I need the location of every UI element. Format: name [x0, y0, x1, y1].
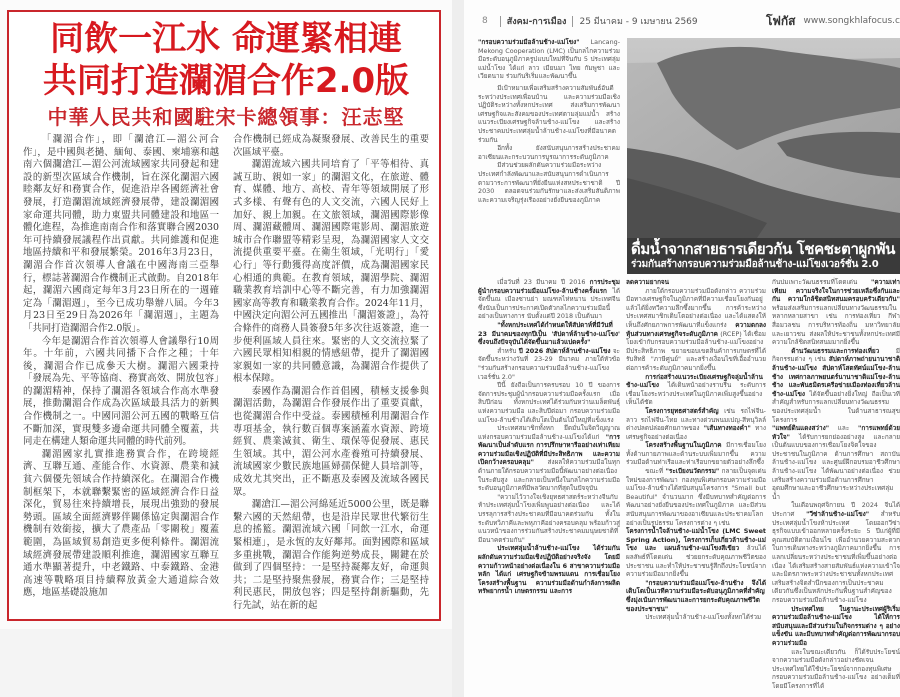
paragraph [772, 605, 900, 648]
text: ประเทศสมาชิกทั้งหก ยึดมั่นในจิตวิญญาณแห่งกรอบความร่วมมือล้านช้าง-แม่โขงได้แก่ [478, 424, 620, 441]
text: กันบ่มเพาะวัฒนธรรมที่โดดเด่น [772, 278, 871, 286]
text: สำหรับ [497, 347, 519, 355]
chinese-article-byline: 中華人民共和國駐宋卡總領事：汪志堅 [23, 104, 429, 130]
intro-paragraph: มีส่วนช่วยผลักดันความร่วมมือระหว่างประเทศกำลังพัฒนาและสนับสนุนการดำเนินการตามวาระการพัฒนาที่ยั่งยืนแห่งสหประชาชาติ ปี 2030 ตลอดจนร่วมกันรักษาและส่งเสริมสันติภาพและความเจริญรุ่งเรืองอย่างยั่งยืนของภูมิภาค [478, 161, 620, 204]
intro-paragraph [478, 38, 620, 81]
bold-text: ปี 2026 สัปดาห์ล้านช้าง-แม่โขง [519, 347, 611, 355]
bold-text: "การพัฒนาเป็นลำดับแรก การปรึกษาหารืออย่างเท่าเทียม ความร่วมมือเชิงปฏิบัติที่มีประสิทธิภาพ และความเปิดกว้างครอบคลุม" [478, 433, 620, 467]
text: เมื่อวันที่ 23 มีนาคม ปี 2016 [497, 278, 589, 286]
text: ทางเศรษฐกิจอย่างต่อเนื่อง [626, 424, 766, 441]
bold-text: โครงการน้ำใจล้านช้าง-แม่น้ำโขง (LMC Sweet Spring Action), โครงการเก็บเกี่ยวล้านช้าง-แม่โขง และ แผนล้านช้าง-แม่โขงสีเขียว [626, 527, 766, 552]
paragraph [478, 278, 620, 321]
paragraph: ปีนี้ ยังถือเป็นการครบรอบ 10 ปี ของการจัดการประชุมผู้นำกรอบความร่วมมือครั้งแรก เมื่อสิบปีก่อน ทั้งหกประเทศได้ร่วมกันหว่านเมล็ดพันธุ์แห่งความร่วมมือ และสิบปีต่อมา กรอบความร่วมมือแม่โขง-ล้านช้างได้เติบโตเป็นต้นไม้ใหญ่ที่แข็งแรง [478, 381, 620, 424]
bold-text: "แพทย์ดินแดงสว่าง" [772, 424, 829, 432]
bold-lead: "กรอบความร่วมมือล้านช้าง-แม่โขง" [478, 38, 580, 46]
text: ในเดือนพฤศจิกายน ปี 2024 จีนได้ประกาศ [772, 501, 900, 518]
issue-date: 25 มีนาคม - 9 เมษายน 2569 [579, 14, 697, 28]
page-gutter [452, 0, 464, 697]
bold-text: "ระเบียงนวัตกรรม" [666, 467, 720, 475]
page-number: 8 [482, 16, 488, 26]
headline-band [627, 238, 900, 274]
bold-text: สัปดาห์ภาพถ่ายนานาชาติล้านช้าง-แม่โขง สัปดาห์โสตทัศน์แม่โขง-ล้านช้าง เทศกาลภาพยนตร์นานาชาติแม่โขง-ล้านช้าง และพันธมิตรเครือข่ายเมืองท่องเที่ยวล้านช้าง-แม่โขง [772, 355, 900, 397]
bold-text: "วีซ่าล้านช้าง-แม่โขง" [806, 510, 869, 518]
bold-text: โครงสร้างพื้นฐานในภูมิภาค [645, 441, 721, 449]
thai-subheadline: ร่วมกันสร้างกรอบความร่วมมือล้านช้าง-แม่โขงเวอร์ชั่น 2.0 [631, 258, 896, 271]
thai-column-1 [478, 278, 620, 691]
chinese-article-title-line2: 共同打造瀾湄合作2.0版 [23, 60, 429, 102]
text: เช่น รถไฟจีน-ลาว รถไฟจีน-ไทย และทางด่วนพนมเปญ-สีหนุวิลล์ ต่างปลดปล่อยศักยภาพของ [626, 407, 766, 432]
paragraph [772, 347, 900, 424]
text: สำหรับประเทศลุ่มน้ำโขงห้าประเทศ โดยออกวีซ่าธุรกิจแบบเข้าออกหลายครั้งระยะ 5 ปีแก่ผู้ที่มีคุณสมบัติตามเงื่อนไข เพื่ออำนวยความสะดวกในการเดินทางระหว่างภูมิภาคมากยิ่งขึ้น การแลกเปลี่ยนระหว่างประชาชนที่เพิ่มขึ้นอย่างต่อเนื่อง ได้เสริมสร้างสายสัมพันธ์แห่งความเข้าใจและมิตรภาพระหว่างประชาชนทั้งหกประเทศ เสริมสร้างจิตสำนึกของการเป็นประชาคมเดียวกันซึ่งเป็นหลักประกันพื้นฐานสำคัญของกรอบความร่วมมือล้านช้าง-แม่โขง [772, 510, 900, 604]
text: กลายเป็นจุดเด่นใหม่ของการพัฒนา กองทุนพิเศษกรอบความร่วมมือแม่โขง-ล้านช้างได้สนับสนุนโครงการ "Small but Beautiful" จำนวนมาก ซึ่งมีบทบาทสำคัญต่อการพัฒนาอย่างยั่งยืนของประเทศในภูมิภาค และมีส่วนสนับสนุนการพัฒนาของอาเซียนและประชาคมโลกอย่างเป็นรูปธรรม โครงการต่าง ๆ เช่น [626, 467, 766, 527]
paragraph [626, 287, 766, 373]
paragraph [772, 501, 900, 604]
thai-headline: ดื่มน้ำจากสายธารเดียวกัน โชคชะตาผูกพัน [631, 240, 896, 258]
paragraph: และในขณะเดียวกัน ก็ได้รับประโยชน์จากความร่วมมือดังกล่าวอย่างชัดเจน ประเทศไทยได้ใช้ประโยชน์จากกองทุนพิเศษกรอบความร่วมมือล้านช้าง-แม่โขง อย่างเต็มที่ โดยมีโครงการที่ได้ [772, 648, 900, 691]
text: Lancang-Mekong Cooperation (LMC) เป็นกลไกความร่วมมือระดับอนุภูมิภาครูปแบบใหม่ที่จีนกับ 5 ประเทศลุ่มแม่น้ำโขง ได้แก่ ลาว เมียนมา ไทย กัมพูชา และเวียดนาม ร่วมกันริเริ่มและพัฒนาขึ้น [478, 38, 620, 80]
thai-column-2 [626, 278, 766, 691]
paragraph: 今年是瀾湄合作首次領導人會議舉行10周年。十年前，六國共同播下合作之種；十年後，瀾湄合作已成參天大樹。瀾湄六國秉持「發展為先、平等協商、務實高效、開放包容」的瀾湄精神，保持了瀾湄各領域合作高水準發展，推動瀾湄合作成為次區域最具活力的新興合作機制之一。中國同湄公河五國的戰略互信不斷加深，實現雙多邊命運共同體全覆蓋，共同走在構建人類命運共同體的時代前列。 [23, 336, 219, 449]
newspaper-logo: โฟกัส [766, 12, 796, 31]
paragraph [478, 321, 620, 347]
thai-newspaper-page [464, 0, 900, 697]
bold-text: ด้านวัฒนธรรมและการท่องเที่ยว [791, 347, 879, 355]
bold-text: "เส้นทางทองคำ" [704, 424, 751, 432]
text: ได้รับการยกย่องอย่างสูง และกลายเป็นต้นแบบของการเชื่อมโยงจิตใจของประชาชนในภูมิภาค ด้านการศึกษา สถาบันล้านช้าง-แม่โขง และศูนย์ฝึกอบรมอาชีวศึกษาล้านช้าง-แม่โขง ได้พัฒนาอย่างต่อเนื่อง ช่วยเสริมสร้างความร่วมมือด้านการศึกษาอุดมศึกษาและอาชีวศึกษาระหว่างประเทศลุ่มน้ำ [772, 433, 900, 501]
thai-top-section [478, 38, 900, 274]
section-heading: ลดความยากจน [626, 278, 766, 287]
paragraph: 瀾湄流域六國共同培育了「平等相待、真誠互助、親如一家」的瀾湄文化，在旅遊、體育、媒體、地方、高校、青年等領域開展了形式多樣、有聲有色的人文交流，六國人民好上加好、親上加親。在文旅領域，瀾湄國際影像周、瀾湄藏體周、瀾湄國際電影周、瀾湄旅遊城市合作聯盟等精彩呈現，為瀾湄國家人文交流提供重要平臺。在衛生領域，「光明行」「愛心行」等行動獲得高度評價，成為瀾湄國家民心相通的典範。在教育領域，瀾湄學院、瀾湄職業教育培訓中心等不斷完善，有力加強瀾湄國家高等教育和職業教育合作。2024年11月，中國決定向湄公河五國推出「瀾湄簽證」，為符合條件的商務人員簽發5年多次往返簽證，進一步便利區域人員往來。緊密的人文交流拉緊了六國民眾相知相親的情感紐帶，提升了瀾湄國家親如一家的共同體意識，為瀾湄合作提供了根本保障。 [233, 159, 429, 386]
paragraph: 泰國作為瀾湄合作首倡國，積極支援參與瀾湄活動，為瀾湄合作發展作出了重要貢獻，也從瀾湄合作中受益。泰國積極利用瀾湄合作專項基金，執行數百個專案涵蓋水資源、跨境經貿、農業減貧、衛生、環保等促發展、惠民生領域。其中，湄公河水產養殖可持續發展、流域國家少數民族地區婦孺保健人員培訓等，成效尤其突出，正不斷惠及泰國及流域各國民眾。 [233, 386, 429, 499]
masthead-brand [766, 12, 900, 31]
bold-text: ประเทศไทย ในฐานะประเทศผู้ริเริ่มความร่วมมือล้านช้าง-แม่โขง ได้ให้การสนับสนุนและมีส่วนร่วมในกิจกรรมต่าง ๆ อย่างแข็งขัน และมีบทบาทสำคัญต่อการพัฒนากรอบความร่วมมือ [772, 605, 900, 647]
bold-text: ความตกลงหุ้นส่วนทางเศรษฐกิจระดับภูมิภาค [626, 321, 766, 338]
paragraph [478, 424, 620, 493]
paragraph [626, 441, 766, 467]
text: มีกิจกรรมต่าง ๆ เช่น [772, 347, 900, 364]
thai-intro-column [478, 38, 620, 204]
lead-photo-block [627, 38, 900, 274]
bold-text: "การแพทย์ด้วยหัวใจ" [772, 424, 900, 441]
chinese-article-column-2 [233, 134, 429, 613]
text: ขณะที่ [645, 467, 665, 475]
paragraph [478, 347, 620, 381]
header-divider [572, 16, 573, 27]
text: ส่งผลให้ความร่วมมือในทุกด้านภายใต้กรอบความร่วมมือนี้พัฒนาอย่างต่อเนื่องในระดับสูง และกลายเป็นหนึ่งในกลไกความร่วมมือระดับอนุภูมิภาคที่มีพลวัตมากที่สุดในปัจจุบัน [478, 458, 620, 492]
paragraph [626, 373, 766, 407]
text: มีการเชื่อมโยงทั้งด้านกายภาพและด้านระบบเพิ่มมากขึ้น ความร่วมมือด้านท่าเรือและท่าเรือบกขยายตัวอย่างลึกซึ้ง [626, 441, 766, 466]
thai-body-columns [478, 278, 900, 691]
paragraph [626, 467, 766, 527]
river-aerial-image [627, 38, 900, 238]
paragraph: 合作機制已經成為凝聚發展、改善民生的重要次區域平臺。 [233, 134, 429, 159]
mekong-river-photo [627, 38, 900, 238]
paragraph: "ความไว้วางใจเชิงยุทธศาสตร์ระหว่างจีนกับห้าประเทศลุ่มน้ำโขงเพิ่มพูนอย่างต่อเนื่อง และได้บรรลุการสร้างประชาคมที่มีอนาคตร่วมกัน ทั้งในระดับทวิภาคีและพหุภาคีอย่างครอบคลุม พร้อมก้าวสู่แนวหน้าของการร่วมกันสร้างประชาคมมนุษยชาติที่มีอนาคตร่วมกัน" [478, 493, 620, 545]
intro-paragraph: มีเป้าหมายเพื่อเสริมสร้างความสัมพันธ์อันดีระหว่างประเทศเพื่อนบ้าน และความร่วมมือเชิงปฏิบัติระหว่างทั้งหกประเทศ ส่งเสริมการพัฒนาเศรษฐกิจและสังคมของประเทศตามลุ่มแม่น้ำ สร้างแนวระเบียงเศรษฐกิจล้านช้าง-แม่โขง และสร้างประชาคมประเทศลุ่มน้ำล้านช้าง-แม่โขงที่มีอนาคตร่วมกัน [478, 84, 620, 144]
bold-quote: "ทั้งหกประเทศได้กำหนดให้สัปดาห์ที่มีวันที่ 23 มีนาคมของทุกปีเป็น 'สัปดาห์ล้านช้าง-แม่โขง' ซึ่งจนถึงปัจจุบันได้จัดขึ้นมาแล้วแปดครั้ง" [478, 321, 620, 346]
section-name: สังคม-การเมือง [507, 14, 567, 28]
bold-text: ประเทศลุ่มน้ำล้านช้าง-แม่โขง ได้ร่วมกันผลักดันความร่วมมือเชิงปฏิบัติอย่างจริงจัง โดยมีความก้าวหน้าอย่างต่อเนื่องใน 6 สาขาความร่วมมือหลัก ได้แก่ เศรษฐกิจข้ามพรมแดน การเชื่อมโยงโครงสร้างพื้นฐาน ความร่วมมือด้านกำลังการผลิต ทรัพยากรน้ำ เกษตรกรรม และการ [478, 544, 620, 595]
chinese-article-body [23, 134, 429, 613]
paragraph [478, 544, 620, 596]
text: ได้จัดขึ้นณ เมืองซานย่า มณฑลไห่หนาน ประเทศจีน ซึ่งนับเป็นการประกาศเปิดตัวกลไกความร่วมมือนี้อย่างเป็นทางการ นับตั้งแต่ปี 2018 เป็นต้นมา [478, 287, 620, 321]
text: ภายใต้กรอบความร่วมมือดังกล่าว ความร่วมมือทางเศรษฐกิจในภูมิภาคที่มีความเชื่อมโยงกันอยู่แล้วได้ยิ่งทวีความลึกซึ้งมากขึ้น การค้าระหว่างประเทศสมาชิกเติบโตอย่างต่อเนื่อง และได้แสดงให้เห็นถึงศักยภาพการพัฒนาที่แข็งแกร่ง [626, 287, 766, 329]
chinese-article-frame [7, 10, 441, 621]
text: จะจัดขึ้นระหว่างวันที่ 23-29 มีนาคม ภายใต้หัวข้อ "ร่วมกันสร้างกรอบความร่วมมือล้านช้าง-แม่โขงเวอร์ชั่น 2.0" [478, 347, 620, 381]
text: ได้จัดขึ้นอย่างยิ่งใหญ่ ถือเป็นเวทีสำคัญสำหรับการแลกเปลี่ยนทางวัฒนธรรมของประเทศลุ่มน้ำ ในด้านสาธารณสุข โครงการ [772, 390, 900, 424]
paragraph: ประเทศลุ่มน้ำล้านช้าง-แม่โขงทั้งหกได้ร่วม [626, 613, 766, 622]
text: ได้เดินหน้าอย่างราบรื่น ระดับการเชื่อมโยงระหว่างประเทศในภูมิภาคเพิ่มสูงขึ้นอย่างเห็นได้ชัด [626, 381, 766, 406]
paragraph: 「瀾湄合作」，即「瀾滄江—湄公河合作」，是中國與老撾、緬甸、泰國、柬埔寨和越南六個瀾滄江—湄公河流域國家共同發起和建設的新型次區域合作機制，旨在深化瀾湄六國睦鄰友好和務實合作，促進沿岸各國經濟社會發展，打造瀾湄流域經濟發展帶，建設瀾湄國家命運共同體，助力東盟共同體建設和地區一體化進程，為推進南南合作和落實聯合國2030年可持續發展議程作出貢獻。共同維護和促進地區持續和平和發展繁榮。2016年3月23日，瀾湄合作首次領導人會議在中國海南三亞舉行，標誌著瀾湄合作機制正式啟動。自2018年起，瀾湄六國商定每年3月23日所在的一週確定為「瀾湄週」，至今已成功舉辦八屆。今年3月23日至29日為2026年「瀾湄週」，主題為「共同打造瀾湄合作2.0版」。 [23, 134, 219, 336]
paragraph: 瀾湄國家扎實推進務實合作，在跨境經濟、互聯互通、產能合作、水資源、農業和減貧六個優先領域合作持續深化。在瀾湄合作機制框架下，本就聯繫緊密的區域經濟合作日益深化，貿易往來持續增長，展現出強勁的發展勢頭。區域全面經濟夥伴關係協定與瀾湄合作機制有效銜接，擴大了農產品「零關稅」覆蓋範圍，為區域貿易創造更多便利條件。瀾湄流域經濟發展帶建設順利推進，瀾湄國家互聯互通水準顯著提升，中老鐵路、中泰鐵路、金港高速等戰略項目持續釋放黃金大通道綜合效應，地區基礎設施加 [23, 449, 219, 600]
text: (RCEP) ได้เชื่อมโยงเข้ากับกรอบความร่วมมือล้านช้าง-แม่โขงอย่างมีประสิทธิภาพ ขยายขอบเขตสินค้าการเกษตรที่ได้รับสิทธิ "ภาษีศูนย์" และสร้างเงื่อนไขที่เอื้ออำนวยต่อการค้าระดับภูมิภาคมากยิ่งขึ้น [626, 330, 766, 372]
paragraph [626, 579, 766, 613]
bold-quote: "กรอบความร่วมมือแม่โขง-ล้านช้าง จึงได้เติบโตเป็นเวทีความร่วมมือระดับอนุภูมิภาคที่สำคัญซึ่งมุ่งเน้นการพัฒนาและการยกระดับคุณภาพชีวิตของประชาชน" [626, 579, 766, 613]
text: และ [829, 424, 858, 432]
paragraph [772, 424, 900, 501]
thai-column-3 [772, 278, 900, 691]
text: ล้วนได้ผลลัพธ์ที่โดดเด่น ช่วยยกระดับคุณภาพชีวิตของประชาชน และทำให้ประชาชนรู้สึกถึงประโยชน์จากความร่วมมือมากยิ่งขึ้น [626, 544, 766, 578]
thai-page-header [478, 12, 900, 30]
intro-paragraph: อีกทั้ง ยังสนับสนุนการสร้างประชาคมอาเซียนและกระบวนการบูรณาการระดับภูมิภาค [478, 144, 620, 161]
header-divider [500, 16, 501, 27]
bold-text: การประชุมผู้นำกรอบความร่วมมือแม่โขง-ล้านช้างครั้งแรก [478, 278, 620, 295]
chinese-article-title-line1: 同飲一江水 命運緊相連 [23, 18, 429, 60]
bold-text: "ความเท่าเทียม ความจริงใจในการช่วยเหลือซึ่งกันและกัน ความใกล้ชิดสนิทสนมครอบครัวเดียวกัน" [772, 278, 900, 303]
bold-text: การก่อสร้างแนวระเบียงเศรษฐกิจลุ่มน้ำล้านช้าง-แม่โขง [626, 373, 763, 390]
chinese-article-column-1 [23, 134, 219, 613]
paragraph [626, 407, 766, 441]
website-url[interactable]: www.songkhlafocus.c [804, 16, 900, 26]
chinese-article-page [0, 0, 452, 629]
paragraph [772, 278, 900, 347]
text: พร้อมส่งเสริมการแลกเปลี่ยนทางวัฒนธรรมในหลากหลายสาขา เช่น การท่องเที่ยว กีฬา สื่อมวลชน การบริหารท้องถิ่น มหาวิทยาลัย และเยาวชน ส่งผลให้ประชาชนทั้งหกประเทศมีความใกล้ชิดสนิทสนมมากยิ่งขึ้น [772, 304, 900, 346]
bold-text: โครงการยุทธศาสตร์สำคัญ [645, 407, 718, 415]
paragraph [626, 527, 766, 579]
paragraph: 瀾滄江—湄公河綿延近5000公里，既是聯繫六國的天然紐帶，也是沿岸民眾世代繁衍生息的搖籃。瀾湄流域六國「同飲一江水，命運緊相連」，是永恆的友好鄰邦。面對國際和區域多重挑戰，瀾湄合作能夠逆勢成長，關鍵在於做到了四個堅持：一是堅持凝鄰友好，命運與共；二是堅持聚焦發展，務實合作；三是堅持利民惠民，開放包容；四是堅持創新驅動，先行先試，站在新的起 [233, 499, 429, 612]
